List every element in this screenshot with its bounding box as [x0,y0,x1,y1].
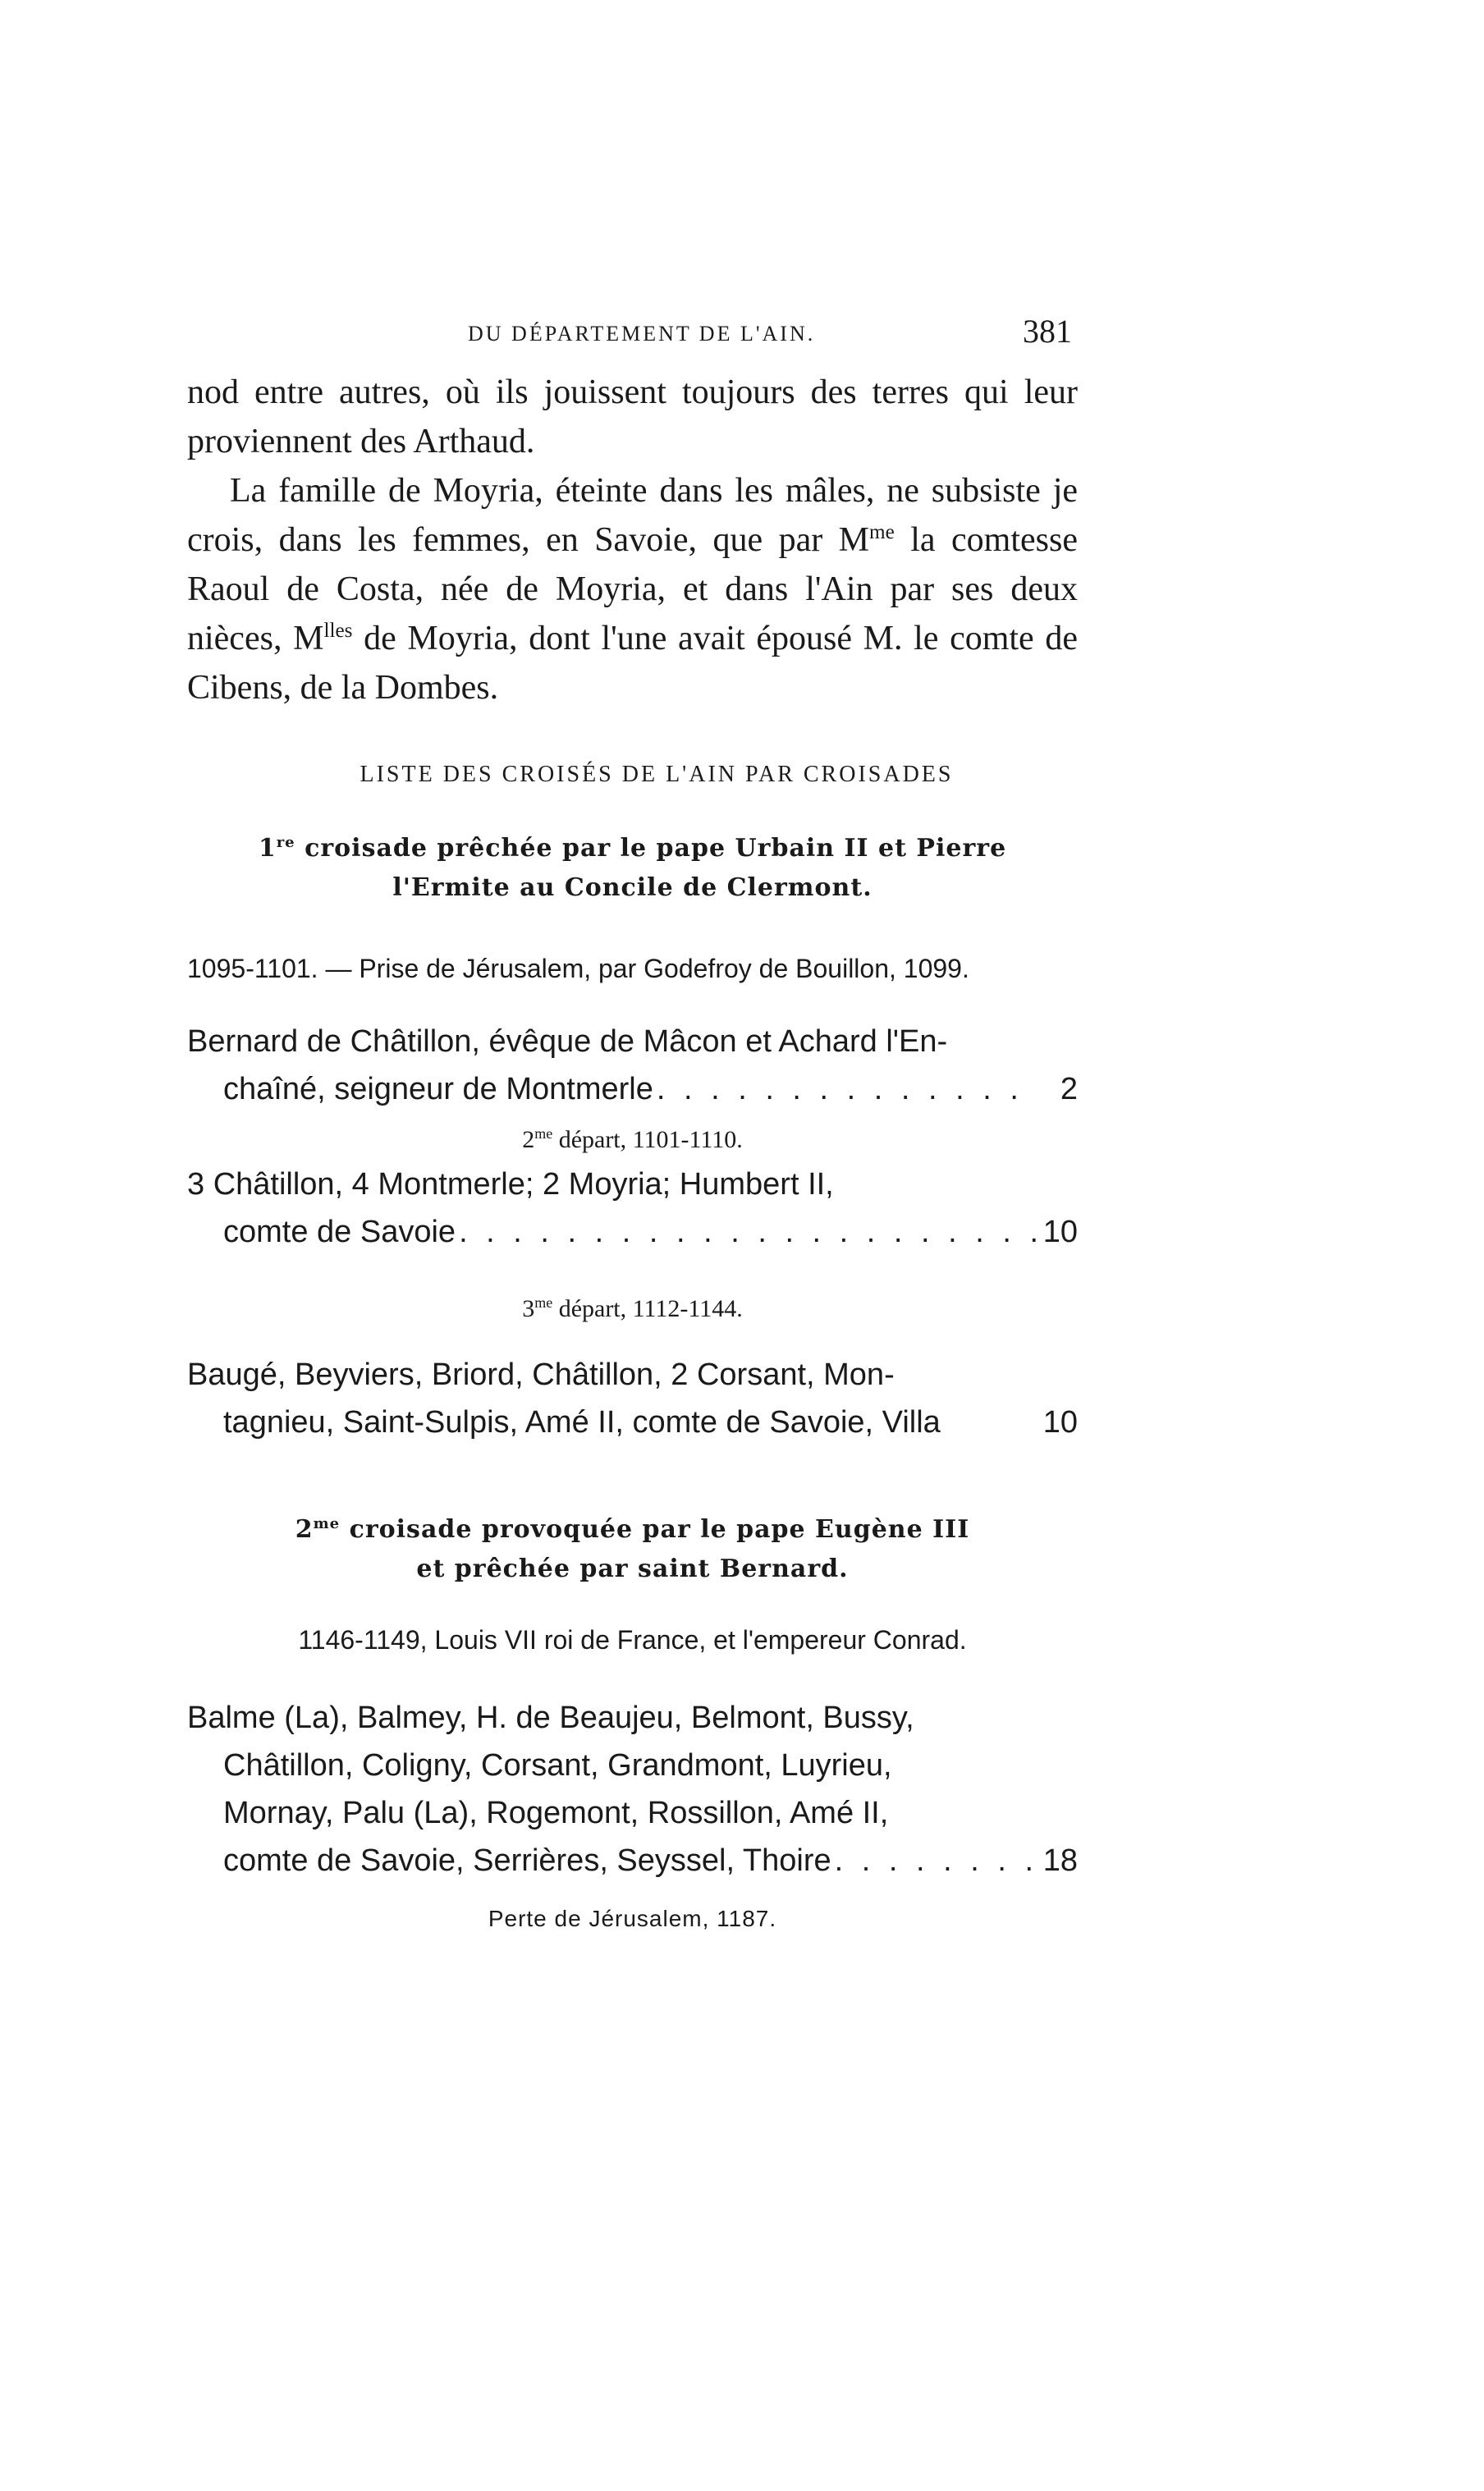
page-number: 381 [1023,313,1072,350]
crusade-1-dates: 1095-1101. — Prise de Jérusalem, par Godefroy de Bouillon, 1099. [187,954,969,983]
leader-dots [456,1208,1037,1256]
entry-spacer [941,1399,1037,1446]
crusade-1-ordinal-sup: re [276,834,295,851]
entry-line [187,1742,1078,1789]
crusade-1-heading [187,829,1078,908]
entry-line [187,1065,1078,1113]
entry-text: Bernard de Châtillon, évêque de Mâcon et Achard l'En- [187,1024,948,1059]
crusade-1-ordinal: 1 [258,834,277,863]
depart-3-sup: me [534,1294,553,1311]
superscript-me: me [869,521,895,543]
paragraph-2-part-a: La famille de Moyria, éteinte dans les mâles, ne subsiste je crois, dans les femmes, en Savoie, que par M [187,472,1078,559]
crusade-1-heading-line-1 [187,829,1078,868]
crusade-1-entry-3 [187,1351,1078,1446]
entry-text: Balme (La), Balmey, H. de Beaujeu, Belmont, Bussy, [187,1701,914,1735]
crusade-2-heading-line-1 [187,1510,1078,1550]
crusade-2-heading-line-2: et prêchée par saint Bernard. [416,1555,849,1583]
entry-count: 10 [1042,1405,1078,1440]
entry-line [187,1018,1078,1065]
crusade-2-ordinal-sup: me [313,1515,341,1532]
entry-text: comte de Savoie [223,1215,456,1249]
depart-3-text: départ, 1112-1144. [552,1295,743,1322]
depart-3-ordinal: 3 [522,1295,535,1322]
crusade-1-heading-text: croisade prêchée par le pape Urbain II et Pierre [295,834,1007,863]
running-header: DU DÉPARTEMENT DE L'AIN. [468,322,816,346]
depart-2-sup: me [534,1125,553,1142]
leader-dots [831,1837,1037,1884]
crusade-2-ordinal: 2 [295,1515,314,1544]
paragraph-2 [187,466,1078,712]
crusade-2-heading [187,1510,1078,1589]
entry-line [187,1351,1078,1399]
superscript-lles: lles [323,620,353,642]
crusade-2-dates: 1146-1149, Louis VII roi de France, et l'empereur Conrad. [298,1625,967,1655]
crusade-1-heading-line-2: l'Ermite au Concile de Clermont. [392,873,873,902]
depart-2-ordinal: 2 [522,1126,535,1153]
body-text [187,368,1078,712]
entry-line [187,1208,1078,1256]
entry-count: 18 [1042,1843,1078,1878]
paragraph-2-part-b: la comtesse Raoul de Costa, née de Moyria, et dans l'Ain par ses deux nièces, M [187,521,1078,657]
depart-2-text: départ, 1101-1110. [552,1126,743,1153]
crusade-2-heading-text: croisade provoquée par le pape Eugène III [340,1515,970,1544]
crusade-2-entry [187,1694,1078,1884]
entry-text: Baugé, Beyviers, Briord, Châtillon, 2 Corsant, Mon- [187,1358,895,1392]
depart-2-heading [187,1126,1078,1154]
entry-line [187,1789,1078,1837]
depart-3-heading [187,1295,1078,1323]
crusade-1-entry-1 [187,1018,1078,1113]
leader-dots [653,1065,1037,1113]
entry-text: Mornay, Palu (La), Rogemont, Rossillon, Amé II, [223,1796,889,1830]
entry-count: 2 [1060,1072,1078,1106]
paragraph-2-part-c: de Moyria, dont l'une avait épousé M. le comte de Cibens, de la Dombes. [187,620,1078,707]
crusade-1-entry-2 [187,1161,1078,1256]
entry-text: 3 Châtillon, 4 Montmerle; 2 Moyria; Humbert II, [187,1167,834,1202]
entry-text: comte de Savoie, Serrières, Seyssel, Thoire [223,1843,831,1878]
entry-line [187,1399,1078,1446]
list-heading: LISTE DES CROISÉS DE L'AIN PAR CROISADES [360,762,954,787]
entry-text: tagnieu, Saint-Sulpis, Amé II, comte de Savoie, Villa [223,1405,941,1440]
entry-line [187,1161,1078,1208]
entry-line [187,1694,1078,1742]
entry-count: 10 [1042,1215,1078,1249]
entry-text: Châtillon, Coligny, Corsant, Grandmont, Luyrieu, [223,1748,892,1783]
entry-line [187,1837,1078,1884]
entry-text: chaîné, seigneur de Montmerle [223,1072,653,1106]
crusade-2-footer: Perte de Jérusalem, 1187. [488,1906,777,1931]
paragraph-1: nod entre autres, où ils jouissent toujours des terres qui leur proviennent des Arthaud. [187,373,1078,460]
